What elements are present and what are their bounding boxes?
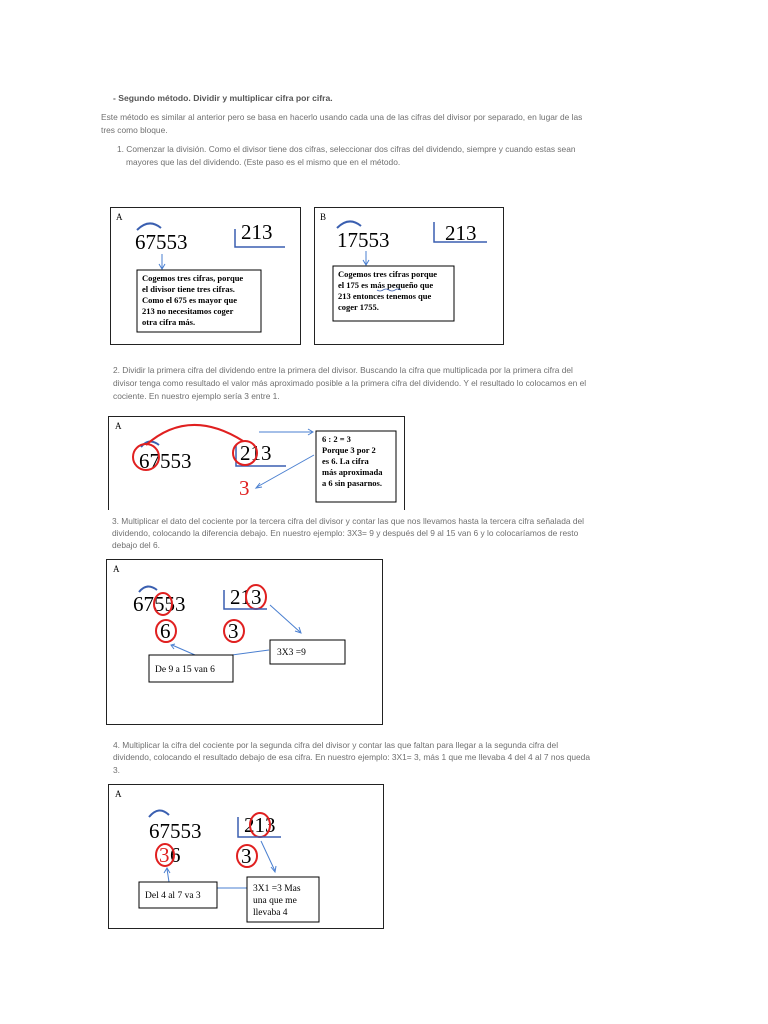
note-line: 6 : 2 = 3: [322, 434, 351, 444]
arrow-line: [261, 841, 275, 871]
note-line: Cogemos tres cifras porque: [338, 269, 438, 279]
note-line: Porque 3 por 2: [322, 445, 376, 455]
figure-step2: [108, 416, 405, 510]
step2-line2: divisor tenga como resultado el valor más aproximado posible a la primera cifra del dividendo. Y el resultado lo colocamos en el: [113, 378, 587, 388]
divisor-number: 213: [240, 441, 272, 465]
note-line: es 6. La cifra: [322, 456, 369, 466]
note-line: Cogemos tres cifras, porque: [142, 273, 244, 283]
step3-line1: 3. Multiplicar el dato del cociente por la tercera cifra del divisor y contar las que nos llevamos hasta la tercera cifra señalada del: [112, 516, 585, 526]
remainder-digit: 6: [160, 619, 171, 643]
note-text-left: De 9 a 15 van 6: [155, 665, 215, 675]
figure-label: A: [115, 421, 122, 431]
step2-line1: 2. Dividir la primera cifra del dividendo entre la primera del divisor. Buscando la cifra que multiplicada por la primera cifra del: [113, 365, 573, 375]
note-text-right: 3X3 =9: [277, 648, 306, 658]
quotient-digit: 3: [241, 844, 252, 868]
heading-text: Segundo método. Dividir y multiplicar cifra por cifra.: [118, 93, 333, 103]
figure-label: A: [115, 789, 122, 799]
quotient-digit: 3: [239, 476, 250, 500]
note-line: 213 no necesitamos coger: [142, 306, 234, 316]
step2-line3: cociente. En nuestro ejemplo sería 3 entre 1.: [113, 391, 280, 401]
note-line: Como el 675 es mayor que: [142, 295, 237, 305]
note-line: otra cifra más.: [142, 317, 196, 327]
intro-paragraph-line1: Este método es similar al anterior pero se basa en hacerlo usando cada una de las cifras del divisor por separado, en lugar de las: [101, 112, 583, 122]
heading-dash: -: [113, 93, 119, 103]
arrow-line: [172, 645, 195, 655]
note-line: una que me: [253, 896, 297, 906]
divisor-number: 213: [241, 220, 273, 244]
step1-line2: mayores que las del dividendo. (Este paso es el mismo que en el método.: [126, 157, 401, 167]
note-line: a 6 sin pasarnos.: [322, 478, 382, 488]
note-line: el divisor tiene tres cifras.: [142, 284, 235, 294]
note-line: más aproximada: [322, 467, 383, 477]
note-line: llevaba 4: [253, 908, 288, 918]
arrow-line: [270, 605, 300, 632]
dividend-number: 67553: [133, 592, 186, 616]
quotient-digit: 3: [228, 619, 239, 643]
figure-step4: [108, 784, 384, 929]
divisor-number: 213: [244, 813, 276, 837]
step4-line2: dividendo, colocando el resultado debajo de esa cifra. En nuestro ejemplo: 3X1= 3, más 1 que me llevaba 4 del 4 al 7 nos queda: [113, 752, 590, 762]
figure-label: A: [116, 212, 123, 222]
selection-arc: [149, 810, 169, 817]
dividend-number: 67553: [139, 449, 192, 473]
divisor-number: 213: [445, 221, 477, 245]
dividend-number: 17553: [337, 228, 390, 252]
section-heading: [113, 93, 333, 103]
step4-line3: 3.: [113, 765, 120, 775]
figure-b-step1: [314, 207, 504, 345]
step3-line2: dividendo, colocando la diferencia debajo. En nuestro ejemplo: 3X3= 9 y después del 9 al 15 van 6 y lo colocaríamos de resto: [112, 528, 579, 538]
figure-a-step1: [110, 207, 301, 345]
note-line: el 175 es más pequeño que: [338, 280, 434, 290]
note-line: 213 entonces tenemos que: [338, 291, 432, 301]
remainder-digit-prev: 6: [170, 843, 181, 867]
figure-label: A: [113, 564, 120, 574]
note-text-left: Del 4 al 7 va 3: [145, 891, 201, 901]
divisor-number: 213: [230, 585, 262, 609]
step3-line3: debajo del 6.: [112, 540, 160, 550]
remainder-digit-new: 3: [159, 843, 170, 867]
figure-label: B: [320, 212, 327, 222]
figure-step3: [106, 559, 383, 725]
dividend-number: 67553: [135, 230, 188, 254]
connector-arc: [146, 425, 243, 445]
intro-paragraph-line2: tres como bloque.: [101, 125, 168, 135]
note-line: coger 1755.: [338, 302, 379, 312]
step4-line1: 4. Multiplicar la cifra del cociente por la segunda cifra del divisor y contar las que faltan para llegar a la segunda cifra del: [113, 740, 559, 750]
dividend-number: 67553: [149, 819, 202, 843]
step1-line1: 1. Comenzar la división. Como el divisor tiene dos cifras, seleccionar dos cifras del dividendo, siempre y cuando estas sean: [117, 144, 576, 154]
note-line: 3X1 =3 Mas: [253, 884, 301, 894]
